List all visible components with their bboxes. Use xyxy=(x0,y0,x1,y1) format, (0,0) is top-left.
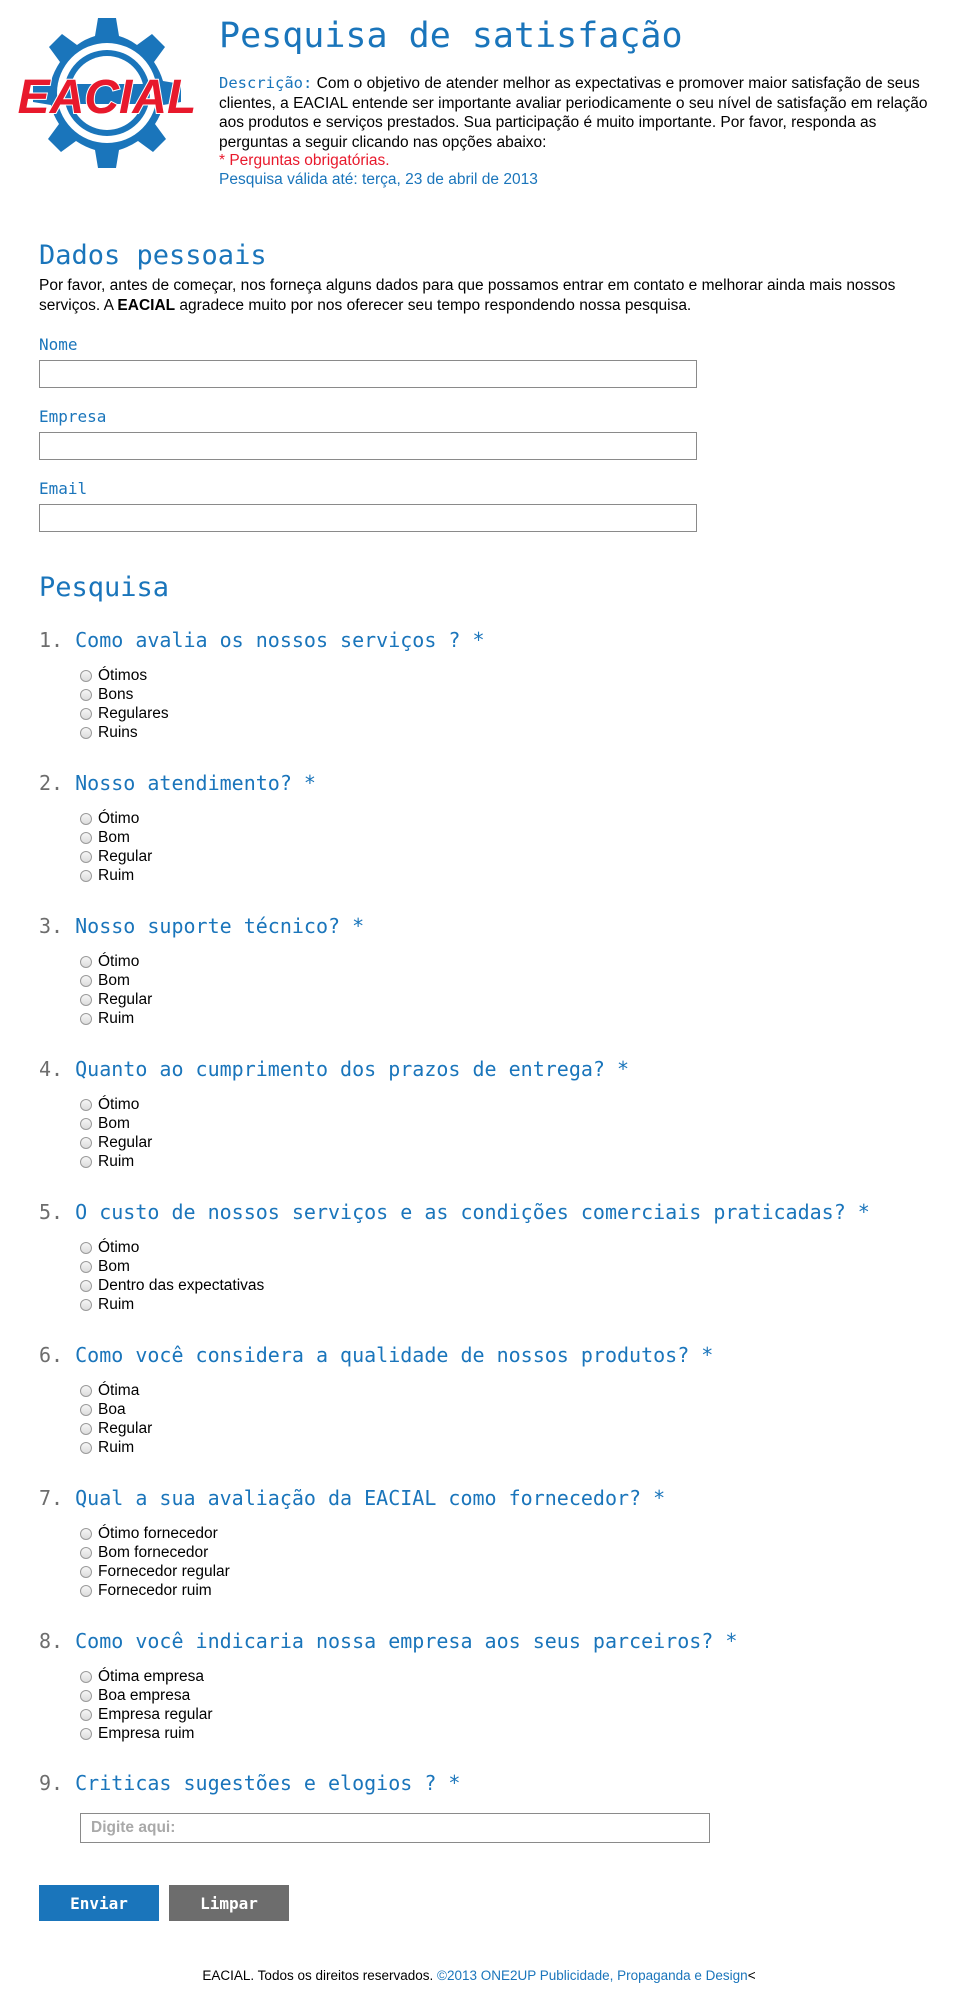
radio-button[interactable] xyxy=(80,1099,92,1111)
question-6 xyxy=(39,1343,939,1456)
radio-label: Ruim xyxy=(98,866,135,884)
radio-button[interactable] xyxy=(80,1728,92,1740)
radio-button[interactable] xyxy=(80,1671,92,1683)
description-text: Com o objetivo de atender melhor as expectativas e promover maior satisfação de seus clientes, a EACIAL entende ser importante avaliar periodicamente o seu nível de satisfação em relação aos produtos e serviços prestados. Sua participação é muito importante. Por favor, responda as perguntas a seguir clicando nas opções abaixo: xyxy=(219,75,928,151)
question-heading xyxy=(39,914,939,942)
radio-label: Ótima xyxy=(98,1381,140,1399)
radio-button[interactable] xyxy=(80,1442,92,1454)
page-title: Pesquisa de satisfação xyxy=(219,16,683,56)
radio-label: Regulares xyxy=(98,704,169,722)
radio-option[interactable] xyxy=(80,704,169,723)
options-group xyxy=(80,1095,152,1171)
radio-option[interactable] xyxy=(80,1724,213,1743)
valid-until-note: Pesquisa válida até: terça, 23 de abril de 2013 xyxy=(219,171,538,188)
radio-button[interactable] xyxy=(80,1585,92,1597)
question-heading xyxy=(39,1057,939,1085)
radio-button[interactable] xyxy=(80,708,92,720)
radio-option[interactable] xyxy=(80,666,169,685)
options-group xyxy=(80,1238,264,1314)
radio-label: Regular xyxy=(98,847,153,865)
radio-button[interactable] xyxy=(80,1528,92,1540)
radio-label: Ótimo xyxy=(98,809,140,827)
radio-option[interactable] xyxy=(80,1686,213,1705)
radio-label: Bom xyxy=(98,1257,130,1275)
required-note: * Perguntas obrigatórias. xyxy=(219,152,390,169)
radio-option[interactable] xyxy=(80,1419,152,1438)
page-header xyxy=(0,0,958,200)
radio-label: Ruim xyxy=(98,1438,135,1456)
radio-option[interactable] xyxy=(80,1581,230,1600)
radio-button[interactable] xyxy=(80,1118,92,1130)
radio-label: Ruim xyxy=(98,1295,135,1313)
radio-button[interactable] xyxy=(80,1690,92,1702)
question-5 xyxy=(39,1200,939,1313)
options-group xyxy=(80,666,169,742)
question-heading xyxy=(39,628,939,656)
question-number: 4. xyxy=(39,1057,64,1081)
radio-option[interactable] xyxy=(80,1152,152,1171)
radio-button[interactable] xyxy=(80,870,92,882)
radio-option[interactable] xyxy=(80,1295,264,1314)
radio-label: Ótimos xyxy=(98,666,148,684)
radio-label: Bom xyxy=(98,971,130,989)
question-number: 2. xyxy=(39,771,64,795)
radio-button[interactable] xyxy=(80,1404,92,1416)
radio-option[interactable] xyxy=(80,1009,152,1028)
question-number: 1. xyxy=(39,628,64,652)
page-footer xyxy=(0,1968,958,1983)
intro-text-end: agradece muito por nos oferecer seu tempo respondendo nossa pesquisa. xyxy=(175,296,692,314)
email-input[interactable] xyxy=(39,504,697,532)
survey-description xyxy=(219,74,939,152)
radio-option[interactable] xyxy=(80,1667,213,1686)
company-input[interactable] xyxy=(39,432,697,460)
question-number: 8. xyxy=(39,1629,64,1653)
radio-button[interactable] xyxy=(80,1013,92,1025)
radio-button[interactable] xyxy=(80,1156,92,1168)
radio-option[interactable] xyxy=(80,1238,264,1257)
radio-option[interactable] xyxy=(80,1381,152,1400)
clear-button[interactable]: Limpar xyxy=(169,1885,289,1921)
radio-label: Boa empresa xyxy=(98,1686,191,1704)
comment-input[interactable] xyxy=(80,1813,710,1843)
radio-option[interactable] xyxy=(80,1133,152,1152)
comment-wrapper xyxy=(80,1813,710,1843)
question-text: Criticas sugestões e elogios ? * xyxy=(75,1771,461,1795)
personal-data-title: Dados pessoais xyxy=(39,240,267,271)
radio-label: Fornecedor ruim xyxy=(98,1581,212,1599)
radio-option[interactable] xyxy=(80,971,152,990)
radio-button[interactable] xyxy=(80,1423,92,1435)
radio-label: Ótima empresa xyxy=(98,1667,204,1685)
radio-button[interactable] xyxy=(80,1261,92,1273)
radio-button[interactable] xyxy=(80,670,92,682)
radio-option[interactable] xyxy=(80,1257,264,1276)
radio-button[interactable] xyxy=(80,851,92,863)
radio-button[interactable] xyxy=(80,1242,92,1254)
question-heading xyxy=(39,1343,939,1371)
radio-option[interactable] xyxy=(80,1400,152,1419)
question-heading xyxy=(39,1629,939,1657)
radio-button[interactable] xyxy=(80,1299,92,1311)
radio-option[interactable] xyxy=(80,1562,230,1581)
personal-data-intro xyxy=(39,276,919,315)
radio-button[interactable] xyxy=(80,1280,92,1292)
question-8 xyxy=(39,1629,939,1742)
question-number: 5. xyxy=(39,1200,64,1224)
radio-button[interactable] xyxy=(80,1566,92,1578)
radio-label: Ruins xyxy=(98,723,138,741)
radio-label: Empresa regular xyxy=(98,1705,213,1723)
radio-button[interactable] xyxy=(80,1385,92,1397)
radio-label: Regular xyxy=(98,1419,153,1437)
radio-button[interactable] xyxy=(80,727,92,739)
radio-label: Ruim xyxy=(98,1009,135,1027)
radio-button[interactable] xyxy=(80,832,92,844)
footer-text: EACIAL. Todos os direitos reservados. xyxy=(202,1968,438,1983)
options-group xyxy=(80,1667,213,1743)
question-text: O custo de nossos serviços e as condições comerciais praticadas? * xyxy=(75,1200,870,1224)
options-group xyxy=(80,952,152,1028)
radio-option[interactable] xyxy=(80,828,152,847)
radio-label: Bom xyxy=(98,828,130,846)
radio-label: Boa xyxy=(98,1400,126,1418)
question-number: 9. xyxy=(39,1771,64,1795)
company-label: Empresa xyxy=(39,407,107,426)
question-text: Nosso suporte técnico? * xyxy=(75,914,365,938)
radio-option[interactable] xyxy=(80,1438,152,1457)
radio-label: Bons xyxy=(98,685,134,703)
radio-button[interactable] xyxy=(80,1709,92,1721)
options-group xyxy=(80,1381,152,1457)
question-number: 6. xyxy=(39,1343,64,1367)
radio-label: Ótimo xyxy=(98,1238,140,1256)
question-number: 7. xyxy=(39,1486,64,1510)
question-7 xyxy=(39,1486,939,1599)
description-label: Descrição: xyxy=(219,74,313,92)
radio-option[interactable] xyxy=(80,685,169,704)
email-label: Email xyxy=(39,479,88,498)
question-heading xyxy=(39,771,939,799)
question-heading xyxy=(39,1771,939,1799)
radio-button[interactable] xyxy=(80,1137,92,1149)
question-heading xyxy=(39,1486,939,1514)
options-group xyxy=(80,809,152,885)
radio-label: Fornecedor regular xyxy=(98,1562,230,1580)
radio-label: Regular xyxy=(98,990,153,1008)
radio-label: Bom xyxy=(98,1114,130,1132)
radio-label: Ótimo fornecedor xyxy=(98,1524,218,1542)
question-text: Quanto ao cumprimento dos prazos de entrega? * xyxy=(75,1057,630,1081)
question-number: 3. xyxy=(39,914,64,938)
radio-button[interactable] xyxy=(80,813,92,825)
name-label: Nome xyxy=(39,335,78,354)
question-1 xyxy=(39,628,939,741)
radio-option[interactable] xyxy=(80,847,152,866)
radio-label: Ruim xyxy=(98,1152,135,1170)
radio-label: Bom fornecedor xyxy=(98,1543,209,1561)
options-group xyxy=(80,1524,230,1600)
radio-option[interactable] xyxy=(80,952,152,971)
radio-option[interactable] xyxy=(80,866,152,885)
footer-credit-link[interactable]: ©2013 ONE2UP Publicidade, Propaganda e Design xyxy=(437,1968,748,1983)
question-4 xyxy=(39,1057,939,1170)
radio-button[interactable] xyxy=(80,956,92,968)
radio-option[interactable] xyxy=(80,809,152,828)
radio-button[interactable] xyxy=(80,994,92,1006)
eacial-logo xyxy=(8,16,196,186)
radio-button[interactable] xyxy=(80,1547,92,1559)
survey-title: Pesquisa xyxy=(39,572,170,603)
radio-option[interactable] xyxy=(80,1095,152,1114)
radio-option[interactable] xyxy=(80,1524,230,1543)
radio-label: Empresa ruim xyxy=(98,1724,195,1742)
question-text: Nosso atendimento? * xyxy=(75,771,316,795)
radio-option[interactable] xyxy=(80,1276,264,1295)
question-9 xyxy=(39,1771,939,1799)
send-button[interactable]: Enviar xyxy=(39,1885,159,1921)
radio-label: Dentro das expectativas xyxy=(98,1276,265,1294)
question-text: Como você considera a qualidade de nossos produtos? * xyxy=(75,1343,714,1367)
intro-text: Por favor, antes de começar, nos forneça alguns dados para que possamos entrar em contato e melhorar ainda mais nossos serviços. A xyxy=(39,277,896,314)
radio-option[interactable] xyxy=(80,990,152,1009)
radio-button[interactable] xyxy=(80,689,92,701)
radio-label: Ótimo xyxy=(98,952,140,970)
radio-option[interactable] xyxy=(80,1705,213,1724)
radio-option[interactable] xyxy=(80,1114,152,1133)
radio-button[interactable] xyxy=(80,975,92,987)
name-input[interactable] xyxy=(39,360,697,388)
radio-option[interactable] xyxy=(80,723,169,742)
question-text: Como você indicaria nossa empresa aos seus parceiros? * xyxy=(75,1629,738,1653)
question-text: Como avalia os nossos serviços ? * xyxy=(75,628,485,652)
question-2 xyxy=(39,771,939,884)
radio-label: Regular xyxy=(98,1133,153,1151)
radio-label: Ótimo xyxy=(98,1095,140,1113)
footer-suffix: < xyxy=(747,1968,756,1983)
radio-option[interactable] xyxy=(80,1543,230,1562)
question-text: Qual a sua avaliação da EACIAL como fornecedor? * xyxy=(75,1486,666,1510)
logo-text: EACIAL xyxy=(17,71,196,124)
intro-brand: EACIAL xyxy=(117,296,176,314)
question-3 xyxy=(39,914,939,1027)
question-heading xyxy=(39,1200,939,1228)
